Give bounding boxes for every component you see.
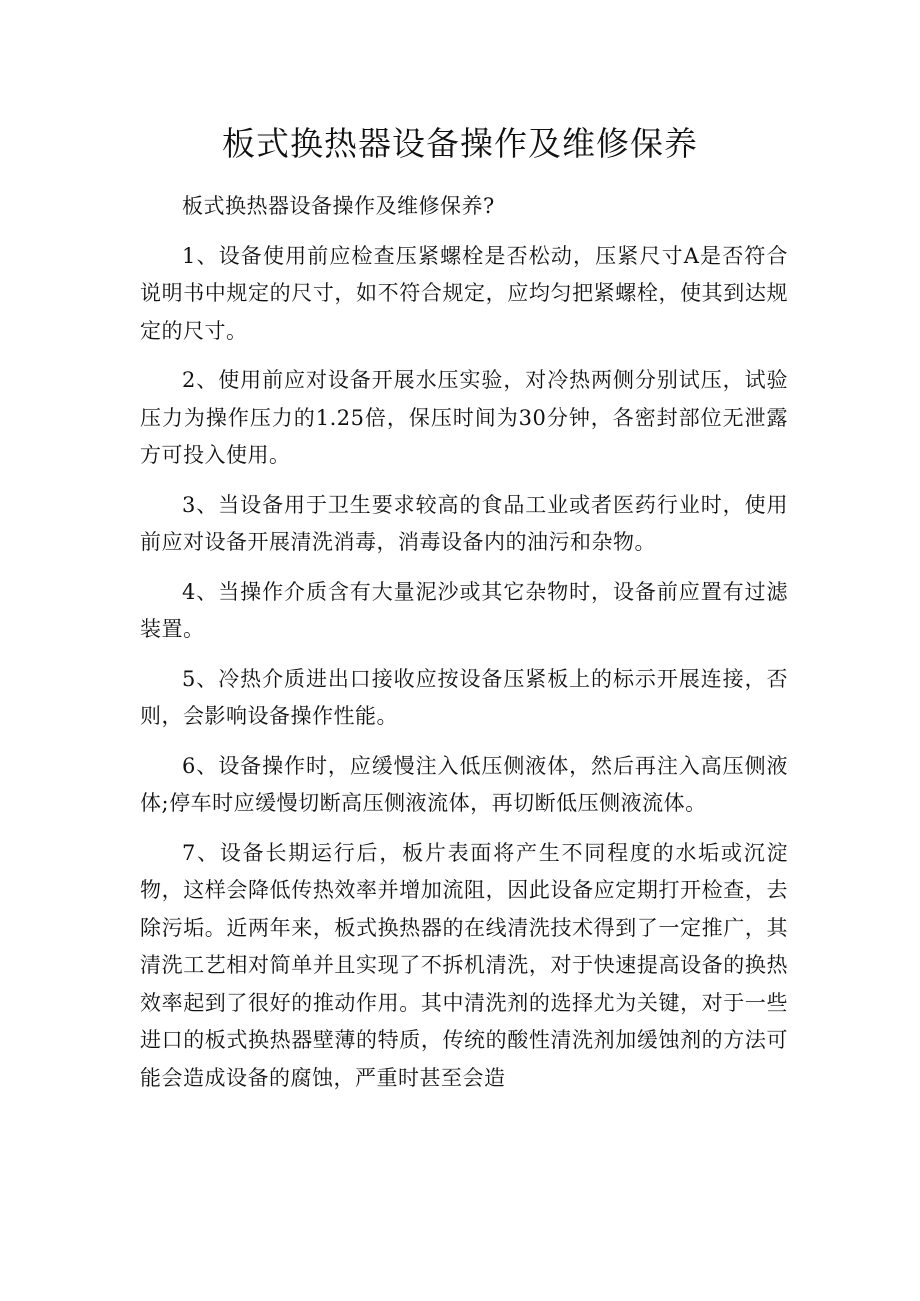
paragraph-2: 2、使用前应对设备开展水压实验，对冷热两侧分别试压，试验压力为操作压力的1.25倍，保压时间为30分钟，各密封部位无泄露方可投入使用。 — [140, 368, 788, 467]
paragraph-7: 7、设备长期运行后，板片表面将产生不同程度的水垢或沉淀物，这样会降低传热效率并增加流阻，因此设备应定期打开检查，去除污垢。近两年来，板式换热器的在线清洗技术得到了一定推广，其清洗工艺相对简单并且实现了不拆机清洗，对于快速提高设备的换热效率起到了很好的推动作用。其中清洗剂的选择尤为关键，对于一些进口的板式换热器壁薄的特质，传统的酸性清洗剂加缓蚀剂的方法可能会造成设备的腐蚀，严重时甚至会造 — [140, 840, 788, 1090]
paragraph-intro: 板式换热器设备操作及维修保养? — [182, 194, 495, 218]
document-body — [140, 188, 788, 1109]
paragraph-1: 1、设备使用前应检查压紧螺栓是否松动，压紧尺寸A是否符合说明书中规定的尺寸，如不符合规定，应均匀把紧螺栓，使其到达规定的尺寸。 — [140, 243, 788, 343]
paragraph-5: 5、冷热介质进出口接收应按设备压紧板上的标示开展连接，否则，会影响设备操作性能。 — [140, 666, 788, 728]
paragraph-4: 4、当操作介质含有大量泥沙或其它杂物时，设备前应置有过滤装置。 — [140, 579, 788, 641]
paragraph-6: 6、设备操作时，应缓慢注入低压侧液体，然后再注入高压侧液体;停车时应缓慢切断高压侧液流体，再切断低压侧液流体。 — [140, 753, 788, 815]
document-title: 板式换热器设备操作及维修保养 — [222, 124, 698, 163]
paragraph-3: 3、当设备用于卫生要求较高的食品工业或者医药行业时，使用前应对设备开展清洗消毒，消毒设备内的油污和杂物。 — [140, 492, 788, 554]
